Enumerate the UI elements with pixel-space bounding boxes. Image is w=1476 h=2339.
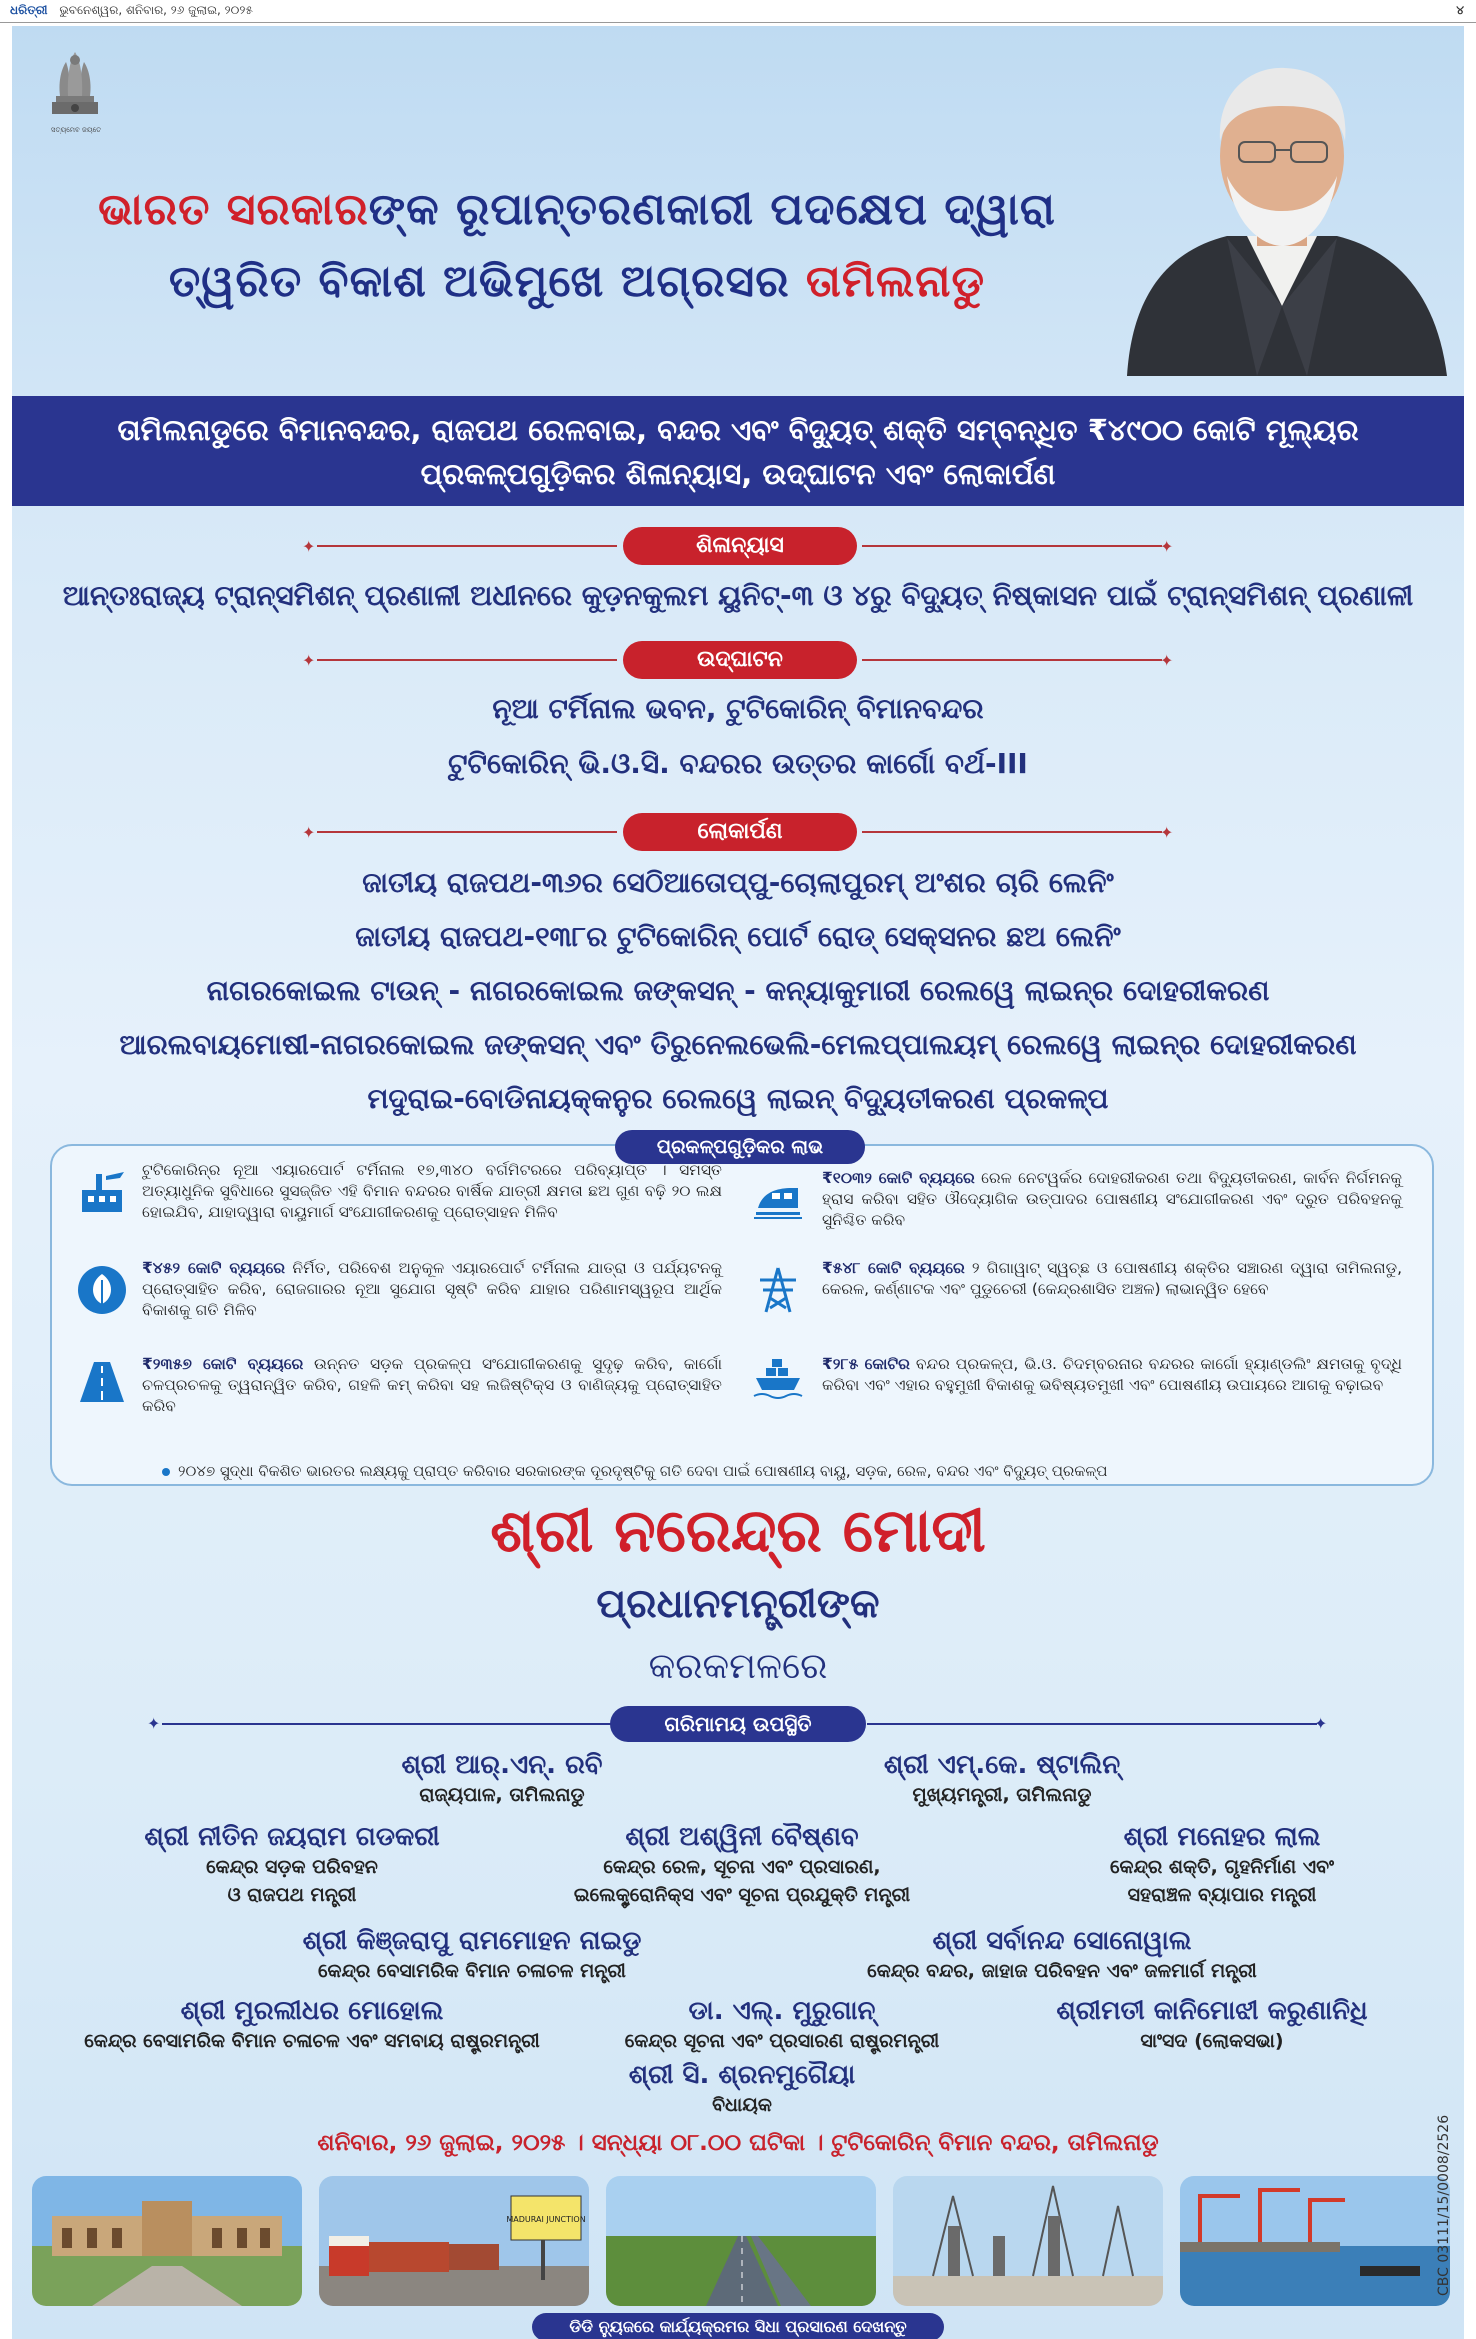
- headline-state: ତାମିଲନାଡୁ: [805, 256, 986, 307]
- inauguration-label: ଉଦ୍‌ଘାଟନ: [623, 641, 857, 679]
- project-banner: [12, 396, 1464, 506]
- benefit-item: ₹୧୦୩୨ କୋଟି ବ୍ୟୟରେ ରେଳ ନେଟୱର୍କର ଦୋହରୀକରଣ ତଥା ବିଦ୍ୟୁତୀକରଣ, କାର୍ବନ ନିର୍ଗମନକୁ ହ୍ରାସ କରିବା ସହିତ ଔଦ୍ୟୋଗିକ ଉତ୍ପାଦର ପୋଷଣୀୟ ସଂଯୋଗୀକରଣ ଏବଂ ଦ୍ରୁତ ପରିବହନକୁ ସୁନିଶ୍ଚିତ କରିବ: [822, 1169, 1403, 1229]
- benefits-box: [50, 1136, 1434, 1486]
- page-number: ୪: [1456, 3, 1464, 17]
- ornament-icon: ✦: [1160, 823, 1174, 842]
- benefit-item: ଟୁଟିକୋରିନ୍‌ର ନୂଆ ଏୟାରପୋର୍ଟ ଟର୍ମିନାଲ ୧୭,୩୪୦ ବର୍ଗମିଟରରେ ପରିବ୍ୟାପ୍ତ । ସମସ୍ତ ଅତ୍ୟାଧୁନିକ ସୁବିଧାରେ ସୁସଜ୍ଜିତ ଏହି ବିମାନ ବନ୍ଦରର ବାର୍ଷିକ ଯାତ୍ରୀ କ୍ଷମତା ଛଅ ଗୁଣ ବଢ଼ି ୨୦ ଲକ୍ଷ ହୋଇଯିବ, ଯାହାଦ୍ୱାରା ବାୟୁମାର୍ଗ ସଂଯୋଗୀକରଣକୁ ପ୍ରୋତ୍ସାହନ ମିଳିବ: [142, 1161, 722, 1221]
- emblem-caption: ସତ୍ୟମେବ ଜୟତେ: [50, 126, 102, 134]
- dedication-item: ଜାତୀୟ ରାଜପଥ-୧୩୮ର ଟୁଟିକୋରିନ୍ ପୋର୍ଟ ରୋଡ୍ ସେକ୍ସନର ଛଅ ଲେନିଂ: [355, 920, 1121, 953]
- presence-label: ଗରିମାମୟ ଉପସ୍ଥିତି: [610, 1706, 866, 1742]
- national-emblem-icon: [42, 40, 108, 134]
- benefit-item: ₹୨୮୫ କୋଟିର ବନ୍ଦର ପ୍ରକଳ୍ପ, ଭି.ଓ. ଚିଦମ୍ବରନାର ବନ୍ଦରର କାର୍ଗୋ ହ୍ୟାଣ୍ଡଲିଂ କ୍ଷମତାକୁ ବୃଦ୍ଧି କରିବା ଏବଂ ଏହାର ବହୁମୁଖୀ ବିକାଶକୁ ଭବିଷ୍ୟତମୁଖୀ ଏବଂ ପୋଷଣୀୟ ଉପାୟରେ ଆଗକୁ ବଢ଼ାଇବ: [822, 1355, 1402, 1394]
- airport-terminal-icon: [76, 1166, 128, 1218]
- headline-line-2: [52, 256, 1102, 307]
- ornament-icon: ✦: [1160, 537, 1174, 556]
- headline-govt: ଭାରତ ସରକାର: [98, 184, 369, 235]
- advertisement: [12, 26, 1464, 2339]
- dignitary: ଶ୍ରୀମତୀ କାନିମୋଝୀ କରୁଣାନିଧି ସାଂସଦ (ଲୋକସଭା): [1056, 1996, 1368, 2052]
- benefit-item: ₹୪୫୨ କୋଟି ବ୍ୟୟରେ ନିର୍ମିତ, ପରିବେଶ ଅନୁକୂଳ ଏୟାରପୋର୍ଟ ଟର୍ମିନାଲ ଯାତ୍ରା ଓ ପର୍ଯ୍ୟଟନକୁ ପ୍ରୋତ୍ସାହିତ କରିବ, ରୋଜଗାରର ନୂଆ ସୁଯୋଗ ସୃଷ୍ଟି କରିବ ଯାହାର ପରିଣାମସ୍ୱରୂପ ଆର୍ଥିକ ବିକାଶକୁ ଗତି ମିଳିବ: [142, 1259, 723, 1319]
- section-inauguration-header: [12, 640, 1464, 680]
- dignitary: ଶ୍ରୀ ଅଶ୍ୱିନୀ ବୈଷ୍ଣବ କେନ୍ଦ୍ର ରେଳ, ସୂଚନା ଏବଂ ପ୍ରସାରଣ, ଇଲେକ୍ଟ୍ରୋନିକ୍ସ ଏବଂ ସୂଚନା ପ୍ରଯୁକ୍ତି ମନ୍ତ୍ରୀ: [573, 1822, 911, 1906]
- headline-rest-1: ଙ୍କ ରୂପାନ୍ତରଣକାରୀ ପଦକ୍ଷେପ ଦ୍ୱାରା: [368, 184, 1056, 235]
- ornament-icon: ✦: [302, 537, 316, 556]
- section-foundation-header: [12, 526, 1464, 566]
- power-substation-photo: [893, 2176, 1163, 2306]
- pm-name: ଶ୍ରୀ ନରେନ୍ଦ୍ର ମୋଦୀ: [490, 1496, 986, 1566]
- bullet-icon: [162, 1468, 170, 1476]
- dignitary: ଶ୍ରୀ ଏମ୍.କେ. ଷ୍ଟାଲିନ୍ ମୁଖ୍ୟମନ୍ତ୍ରୀ, ତାମିଲନାଡୁ: [883, 1750, 1121, 1806]
- train-icon: [752, 1174, 804, 1226]
- port-photo: [1180, 2176, 1450, 2306]
- banner-line-2: ପ୍ରକଳ୍ପଗୁଡ଼ିକର ଶିଳାନ୍ୟାସ, ଉଦ୍‌ଘାଟନ ଏବଂ ଲୋକାର୍ପଣ: [420, 457, 1056, 491]
- pm-hands: କରକମଳରେ: [648, 1646, 828, 1687]
- inauguration-item: ଟୁଟିକୋରିନ୍ ଭି.ଓ.ସି. ବନ୍ଦରର ଉତ୍ତର କାର୍ଗୋ ବର୍ଥ-III: [448, 747, 1028, 780]
- dignitary: ଶ୍ରୀ ସର୍ବାନନ୍ଦ ସୋନୋୱାଲ କେନ୍ଦ୍ର ବନ୍ଦର, ଜାହାଜ ପରିବହନ ଏବଂ ଜଳମାର୍ଗ ମନ୍ତ୍ରୀ: [867, 1926, 1257, 1982]
- highway-photo: [606, 2176, 876, 2306]
- dateline: ଭୁବନେଶ୍ୱର, ଶନିବାର, ୨୬ ଜୁଲାଇ, ୨୦୨୫: [59, 3, 253, 17]
- dedication-item: ମଦୁରାଇ-ବୋଡିନାୟକ୍କନୁର ରେଲୱେ ଲାଇନ୍ ବିଦ୍ୟୁତୀକରଣ ପ୍ରକଳ୍ପ: [367, 1082, 1109, 1115]
- cbc-code: CBC 03111/15/0008/2526: [1436, 2114, 1452, 2296]
- project-photo-strip: [32, 2176, 1452, 2306]
- ornament-icon: ✦: [1160, 651, 1174, 670]
- event-details: ଶନିବାର, ୨୬ ଜୁଲାଇ, ୨୦୨୫ । ସନ୍ଧ୍ୟା ୦୮.୦୦ ଘଟିକା । ଟୁଟିକୋରିନ୍ ବିମାନ ବନ୍ଦର, ତାମିଲନାଡୁ: [317, 2130, 1159, 2156]
- dedication-label: ଲୋକାର୍ପଣ: [623, 813, 857, 851]
- dignitary: ଡା. ଏଲ୍. ମୁରୁଗାନ୍ କେନ୍ଦ୍ର ସୂଚନା ଏବଂ ପ୍ରସାରଣ ରାଷ୍ଟ୍ରମନ୍ତ୍ରୀ: [624, 1996, 940, 2052]
- benefit-item: ₹୨୩୫୭ କୋଟି ବ୍ୟୟରେ ଉନ୍ନତ ସଡ଼କ ପ୍ରକଳ୍ପ ସଂଯୋଗୀକରଣକୁ ସୁଦୃଢ଼ କରିବ, କାର୍ଗୋ ଚଳପ୍ରଚଳକୁ ତ୍ୱରାନ୍ୱିତ କରିବ, ଗହଳି କମ୍ କରିବା ସହ ଲଜିଷ୍ଟିକ୍ସ ଓ ବାଣିଜ୍ୟକୁ ପ୍ରୋତ୍ସାହିତ କରିବ: [142, 1355, 723, 1415]
- road-icon: [76, 1356, 128, 1408]
- benefit-item: ₹୫୪୮ କୋଟି ବ୍ୟୟରେ ୨ ଗିଗାୱାଟ୍ ସ୍ୱଚ୍ଛ ଓ ପୋଷଣୀୟ ଶକ୍ତିର ସଞ୍ଚାରଣ ଦ୍ୱାରା ତାମିଲନାଡୁ, କେରଳ, କର୍ଣ୍ଣାଟକ ଏବଂ ପୁଡୁଚେରୀ (କେନ୍ଦ୍ରଶାସିତ ଅଞ୍ଚଳ) ଲାଭାନ୍ୱିତ ହେବେ: [822, 1259, 1402, 1298]
- headline-line-1: [52, 184, 1102, 235]
- section-dedication-header: [12, 812, 1464, 852]
- dignitary: ଶ୍ରୀ ନୀତିନ ଜୟରାମ ଗଡକରୀ କେନ୍ଦ୍ର ସଡ଼କ ପରିବହନ ଓ ରାଜପଥ ମନ୍ତ୍ରୀ: [144, 1822, 440, 1906]
- ship-icon: [752, 1352, 804, 1404]
- ornament-icon: ✦: [147, 1714, 161, 1733]
- pm-title: ପ୍ରଧାନମନ୍ତ୍ରୀଙ୍କ: [596, 1581, 880, 1627]
- benefits-title: ପ୍ରକଳ୍ପଗୁଡ଼ିକର ଲାଭ: [615, 1130, 865, 1164]
- prime-minister-photo: [1107, 46, 1457, 376]
- paper-name: ଧରିତ୍ରୀ: [10, 3, 48, 17]
- leaf-icon: [76, 1264, 128, 1316]
- dignitary: ଶ୍ରୀ ଆର୍.ଏନ୍. ରବି ରାଜ୍ୟପାଳ, ତାମିଲନାଡୁ: [401, 1750, 603, 1806]
- dignitary: ଶ୍ରୀ ସି. ଶ୍ରନମୁଗୈୟା ବିଧାୟକ: [628, 2060, 856, 2116]
- dignitary: ଶ୍ରୀ ମନୋହର ଲାଲ କେନ୍ଦ୍ର ଶକ୍ତି, ଗୃହନିର୍ମାଣ ଏବଂ ସହରାଞ୍ଚଳ ବ୍ୟାପାର ମନ୍ତ୍ରୀ: [1110, 1822, 1334, 1906]
- newspaper-masthead: [0, 0, 1476, 23]
- ornament-icon: ✦: [302, 823, 316, 842]
- banner-line-1: ତାମିଲନାଡୁରେ ବିମାନବନ୍ଦର, ରାଜପଥ ରେଳବାଇ, ବନ୍ଦର ଏବଂ ବିଦ୍ୟୁତ୍ ଶକ୍ତି ସମ୍ବନ୍ଧିତ ₹୪୯୦୦ କୋଟି ମୂଲ୍ୟର: [117, 413, 1359, 447]
- ornament-icon: ✦: [1314, 1714, 1328, 1733]
- dd-news-footer: ଡିଡି ନ୍ୟୁଜରେ କାର୍ଯ୍ୟକ୍ରମର ସିଧା ପ୍ରସାରଣ ଦେଖନ୍ତୁ: [532, 2313, 944, 2339]
- dedication-item: ଆରଲବାୟମୋଷୀ-ନାଗରକୋଇଲ ଜଙ୍କସନ୍ ଏବଂ ତିରୁନେଲଭେଲି-ମେଲପ୍ପାଲୟମ୍ ରେଲୱେ ଲାଇନ୍‌ର ଦୋହରୀକରଣ: [119, 1028, 1357, 1061]
- train-photo: [319, 2176, 589, 2306]
- foundation-item: ଆନ୍ତଃରାଜ୍ୟ ଟ୍ରାନ୍ସମିଶନ୍ ପ୍ରଣାଳୀ ଅଧୀନରେ କୁଡ଼ନକୁଲମ ୟୁନିଟ୍-୩ ଓ ୪ରୁ ବିଦ୍ୟୁତ୍ ନିଷ୍କାସନ ପାଇଁ ଟ୍ରାନ୍ସମିଶନ୍ ପ୍ରଣାଳୀ: [62, 579, 1414, 612]
- dedication-item: ନାଗରକୋଇଲ ଟାଉନ୍ - ନାଗରକୋଇଲ ଜଙ୍କସନ୍ - କନ୍ୟାକୁମାରୀ ରେଲୱେ ଲାଇନ୍‌ର ଦୋହରୀକରଣ: [206, 974, 1270, 1007]
- dedication-item: ଜାତୀୟ ରାଜପଥ-୩୬ର ସେଠିଆତୋପ୍ପୁ-ଚୋଲାପୁରମ୍ ଅଂଶର ଚାରି ଲେନିଂ: [362, 866, 1114, 899]
- inauguration-item: ନୂଆ ଟର୍ମିନାଲ ଭବନ, ଟୁଟିକୋରିନ୍ ବିମାନବନ୍ଦର: [492, 692, 984, 725]
- airport-terminal-photo: [32, 2176, 302, 2306]
- dignitary: ଶ୍ରୀ ମୁରଲୀଧର ମୋହୋଲ କେନ୍ଦ୍ର ବେସାମରିକ ବିମାନ ଚଳାଚଳ ଏବଂ ସମବାୟ ରାଷ୍ଟ୍ରମନ୍ତ୍ରୀ: [84, 1996, 540, 2052]
- dignitary: ଶ୍ରୀ କିଞ୍ଜରାପୁ ରାମମୋହନ ନାଇଡୁ କେନ୍ଦ୍ର ବେସାମରିକ ବିମାନ ଚଳାଚଳ ମନ୍ତ୍ରୀ: [302, 1926, 642, 1982]
- station-sign: MADURAI JUNCTION: [506, 2215, 586, 2224]
- foundation-label: ଶିଳାନ୍ୟାସ: [623, 527, 857, 565]
- benefits-footnote: ୨୦୪୭ ସୁଦ୍ଧା ବିକଶିତ ଭାରତର ଲକ୍ଷ୍ୟକୁ ପ୍ରାପ୍ତ କରିବାର ସରକାରଙ୍କ ଦୂରଦୃଷ୍ଟିକୁ ଗତି ଦେବା ପାଇଁ ପୋଷଣୀୟ ବାୟୁ, ସଡ଼କ, ରେଳ, ବନ୍ଦର ଏବଂ ବିଦ୍ୟୁତ୍ ପ୍ରକଳ୍ପ: [162, 1462, 1107, 1480]
- ornament-icon: ✦: [302, 651, 316, 670]
- headline-rest-2: ତ୍ୱରିତ ବିକାଶ ଅଭିମୁଖେ ଅଗ୍ରସର: [168, 256, 806, 307]
- presence-header: [12, 1704, 1464, 1744]
- power-tower-icon: [752, 1264, 804, 1316]
